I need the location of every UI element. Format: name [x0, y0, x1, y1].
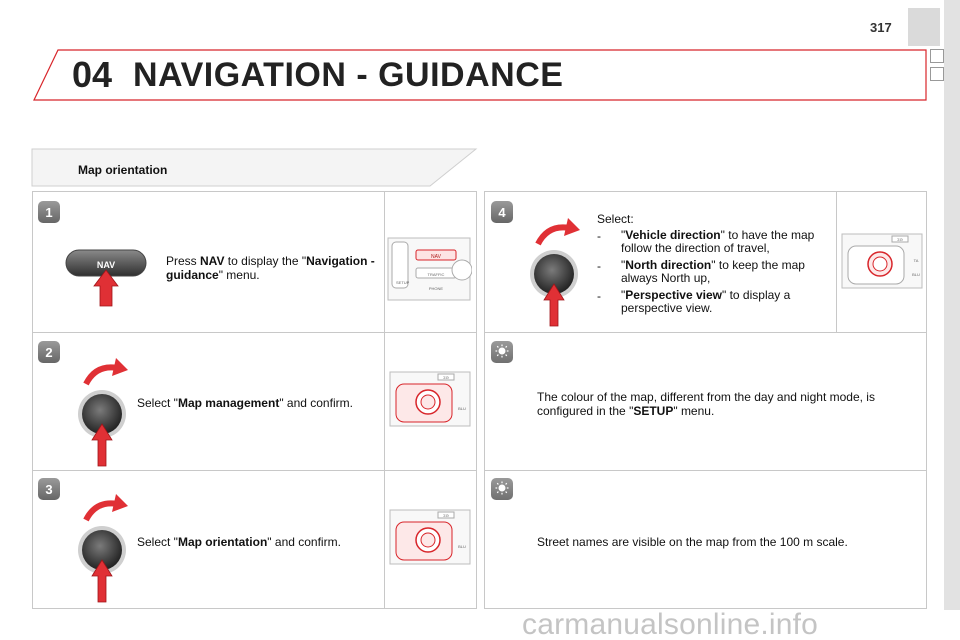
rotary-knob-illustration	[66, 494, 146, 604]
footer-watermark: carmanualsonline.info	[522, 608, 819, 640]
console-thumbnail	[388, 370, 472, 428]
list-dash: -	[597, 289, 601, 303]
console-thumbnail	[386, 236, 472, 302]
nav-button-illustration	[62, 246, 152, 308]
svg-text:NAV: NAV	[431, 254, 441, 260]
divider	[484, 332, 927, 333]
lightbulb-icon	[494, 481, 510, 497]
console-thumbnail	[388, 508, 472, 566]
option-vehicle-direction: "Vehicle direction" to have the map follow the direction of travel,	[621, 228, 815, 255]
svg-text:PHONE: PHONE	[428, 286, 444, 291]
step4-intro: Select:	[597, 212, 634, 226]
svg-text:TA: TA	[913, 258, 919, 263]
svg-text:TRAFFIC: TRAFFIC	[427, 272, 445, 277]
step-badge: 1	[38, 201, 60, 223]
svg-text:ΣΘ: ΣΘ	[443, 513, 449, 518]
option-north-direction: "North direction" to keep the map always North up,	[621, 258, 805, 285]
svg-text:BLU: BLU	[458, 544, 466, 549]
console-thumbnail	[840, 232, 924, 290]
list-dash: -	[597, 229, 601, 243]
step3-text: Select "Map orientation" and confirm.	[137, 535, 341, 549]
option-perspective-view: "Perspective view" to display a perspective view.	[621, 288, 791, 315]
list-dash: -	[597, 259, 601, 273]
svg-text:ΣΘ: ΣΘ	[443, 375, 449, 380]
section-title: Map orientation	[78, 163, 168, 177]
info-icon	[491, 341, 513, 363]
divider	[484, 470, 927, 471]
step1-text: Press NAV to display the "Navigation - guidance" menu.	[166, 254, 375, 282]
divider	[32, 332, 477, 333]
svg-text:BLU: BLU	[458, 406, 466, 411]
info-map-colour: The colour of the map, different from the day and night mode, is configured in the "SETUP" menu.	[537, 390, 875, 418]
nav-button-label: NAV	[96, 260, 116, 270]
step-badge: 3	[38, 478, 60, 500]
divider	[836, 191, 837, 332]
chapter-number: 04	[72, 54, 113, 95]
svg-text:BLU: BLU	[912, 272, 920, 277]
step-badge: 4	[491, 201, 513, 223]
rotary-knob-illustration	[518, 218, 598, 328]
info-icon	[491, 478, 513, 500]
step-badge: 2	[38, 341, 60, 363]
step2-text: Select "Map management" and confirm.	[137, 396, 353, 410]
svg-text:SETUP: SETUP	[396, 280, 410, 285]
info-street-names: Street names are visible on the map from the 100 m scale.	[537, 535, 848, 549]
lightbulb-icon	[494, 344, 510, 360]
svg-text:ΣΘ: ΣΘ	[897, 237, 903, 242]
divider	[32, 470, 477, 471]
page-number: 317	[870, 20, 892, 35]
divider	[384, 191, 385, 609]
rotary-knob-illustration	[66, 358, 146, 468]
chapter-title: NAVIGATION - GUIDANCE	[133, 56, 564, 94]
